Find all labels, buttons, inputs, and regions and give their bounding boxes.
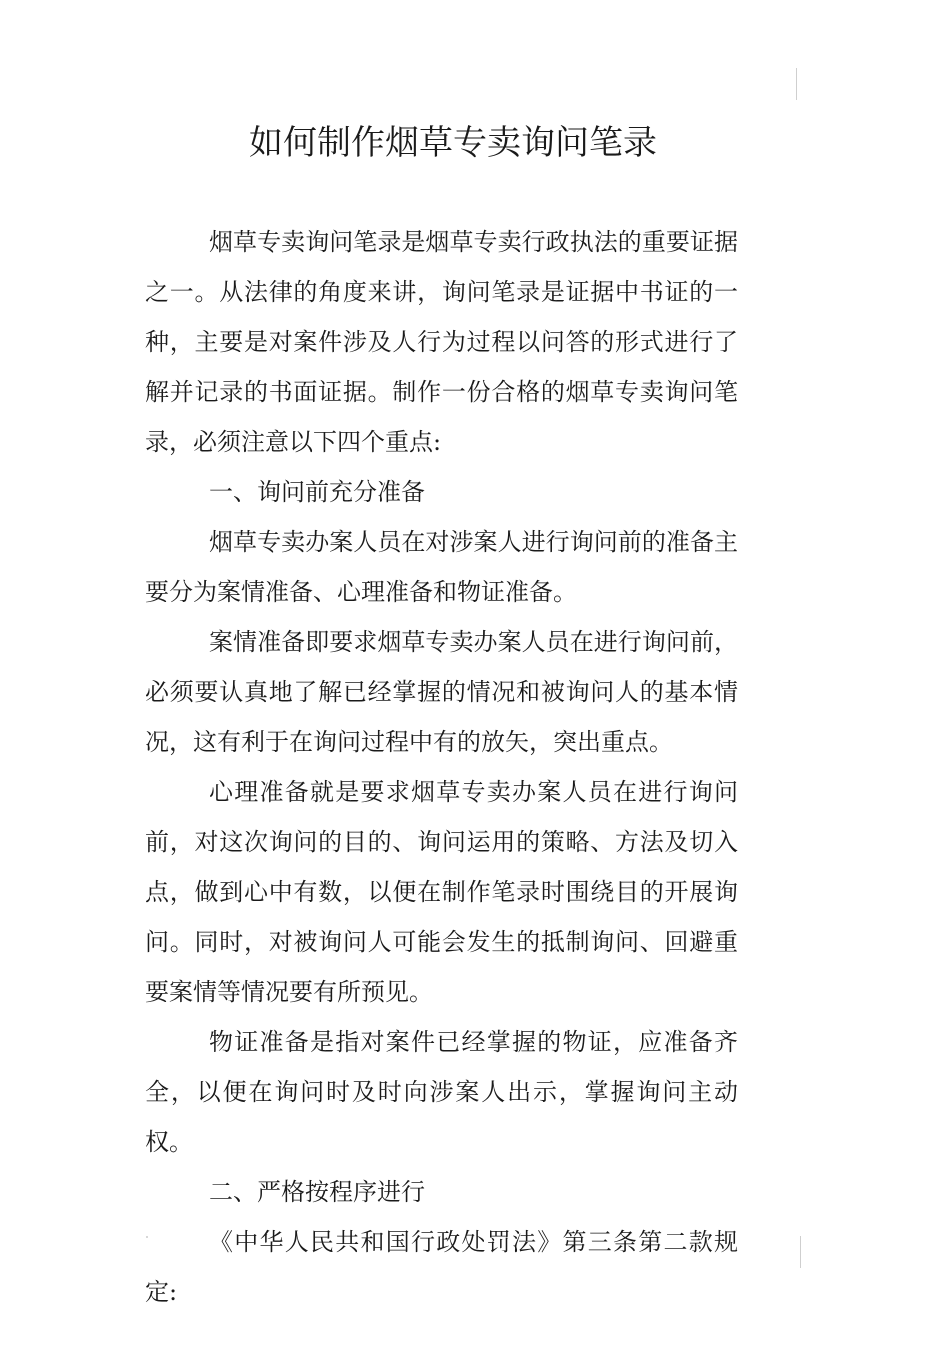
paragraph-intro: 烟草专卖询问笔录是烟草专卖行政执法的重要证据之一。从法律的角度来讲，询问笔录是证据中书证的一种，主要是对案件涉及人行为过程以问答的形式进行了解并记录的书面证据。制作一份合格的烟草专卖询问笔录，必须注意以下四个重点: bbox=[145, 228, 738, 456]
document-body bbox=[145, 217, 738, 1317]
page-corner-mark-top-right bbox=[796, 68, 797, 100]
paragraph-law-citation: 《中华人民共和国行政处罚法》第三条第二款规定: bbox=[145, 1228, 738, 1306]
paragraph-case-preparation: 案情准备即要求烟草专卖办案人员在进行询问前，必须要认真地了解已经掌握的情况和被询问人的基本情况，这有利于在询问过程中有的放矢，突出重点。 bbox=[145, 628, 738, 756]
paragraph-evidence-preparation: 物证准备是指对案件已经掌握的物证，应准备齐全，以便在询问时及时向涉案人出示，掌握询问主动权。 bbox=[145, 1028, 738, 1156]
page-corner-mark-bottom-right bbox=[800, 1236, 801, 1268]
section-heading-1: 一、询问前充分准备 bbox=[209, 478, 425, 506]
paragraph-psychological-preparation: 心理准备就是要求烟草专卖办案人员在进行询问前，对这次询问的目的、询问运用的策略、方法及切入点，做到心中有数，以便在制作笔录时围绕目的开展询问。同时，对被询问人可能会发生的抵制询问、回避重要案情等情况要有所预见。 bbox=[145, 778, 738, 1006]
paragraph-preparation: 烟草专卖办案人员在对涉案人进行询问前的准备主要分为案情准备、心理准备和物证准备。 bbox=[145, 528, 738, 606]
section-heading-2: 二、严格按程序进行 bbox=[209, 1178, 425, 1206]
document-title: 如何制作烟草专卖询问笔录 bbox=[249, 123, 657, 163]
